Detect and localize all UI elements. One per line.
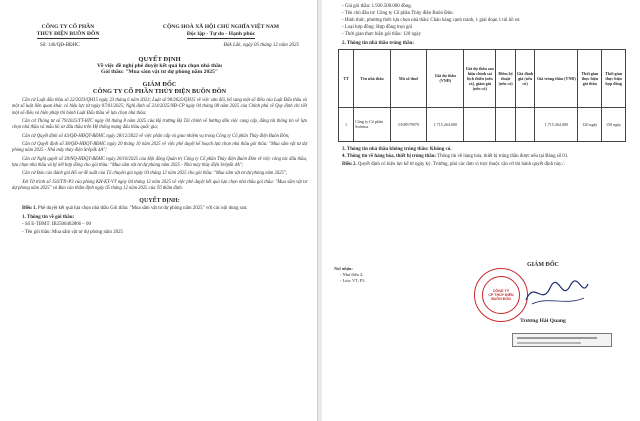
table-cell: 120 ngày (578, 107, 602, 141)
national-motto-block (135, 24, 307, 39)
section-1-heading: 1. Thông tin về gói thầu: (22, 215, 75, 221)
investor-name: - Tên chủ đầu tư: Công ty Cổ phần Thủy điện Buôn Đôn. (342, 11, 454, 17)
nation-line2: Độc lập - Tự do - Hạnh phúc (186, 30, 256, 37)
section-4-label: 4. Thông tin về hàng hóa, thiết bị trúng thầu: (342, 153, 437, 159)
article-2 (332, 162, 630, 168)
col-header: Thời gian thực hiện hợp đồng (602, 49, 626, 107)
director-line1: GIÁM ĐỐC (142, 80, 177, 88)
recipient-item: - Lưu: VT, P3. (340, 278, 366, 283)
doc-subject-line1: Về việc đề nghị phê duyệt kết quả lựa chọn nhà thầu (96, 62, 223, 69)
article-1-text: Phê duyệt kết quả lựa chọn nhà thầu Gói thầu: "Mua sắm vật tư dự phòng năm 2025" với các nội dung sau: (36, 205, 248, 211)
table-cell: Công ty Cổ phần Sodema (354, 107, 391, 141)
table-cell: 1.715.264.000 (427, 107, 464, 141)
legal-basis-item: Căn cứ Luật đấu thầu số 22/2023/QH15 ngày 23 tháng 6 năm 2023; Luật số 90/2025/QH15 về việc sửa đổi, bổ sung một số điều của Luật Đấu thầu và một số luật liên quan khác có hiệu lực từ ngày 07/01/2025; Nghị định số 214/2025/NĐ-CP ngày 04 tháng 08 năm 2025 của Chính phủ về Quy định chi tiết một số điều và biện pháp thi hành Luật Đấu thầu về lựa chọn nhà thầu; (12, 98, 307, 116)
article-1 (12, 206, 307, 212)
signature-icon (522, 276, 592, 310)
recipients-block (334, 266, 366, 284)
col-header: Thời gian thực hiện gói thầu (578, 49, 602, 107)
table-cell: 1.715.264.000 (535, 107, 578, 141)
recipient-item: - Như điều 2; (340, 272, 364, 277)
org-name-line2: THỦY ĐIỆN BUÔN ĐÔN (36, 30, 100, 37)
winning-bidder-table (338, 49, 626, 142)
legal-bases (12, 98, 307, 192)
legal-basis-item: Căn cứ Nghị quyết số 39/NQ-HĐQT-BĐHC ngày 20/10/2025 của Hội đồng Quản trị Công ty Cổ phần Thủy điện Buôn Đôn về việc công tác đấu thầu, lựa chọn nhà thầu và ký kết hợp đồng cho gói thầu: "Mua sắm vật tư dự phòng năm 2025 - Nhà máy thủy điện Srêpốk 4A"; (12, 156, 307, 168)
director-heading (12, 81, 307, 96)
section-2-heading: 2. Thông tin nhà thầu trúng thầu: (342, 40, 415, 46)
document-header (12, 24, 307, 39)
article-2-text: Quyết định có hiệu lực kể từ ngày ký. Trưởng, phó các đơn vị trực thuộc căn cứ thi hành quyết định này./. (356, 162, 565, 168)
col-header: Giá đánh giá (nếu có) (515, 49, 534, 107)
col-header: Điểm kỹ thuật (nếu có) (496, 49, 515, 107)
doc-title: QUYẾT ĐỊNH (138, 55, 181, 63)
table-cell (496, 107, 515, 141)
document-page-left (0, 0, 318, 421)
table-cell: 1 (339, 107, 354, 141)
duration: - Thời gian thực hiện gói thầu: 120 ngày (342, 32, 422, 38)
article-2-label: Điều 2. (342, 162, 357, 168)
doc-number: Số: 146/QĐ-BĐHC (40, 42, 80, 48)
stamp-inner (482, 276, 520, 314)
decision-heading: QUYẾT ĐỊNH: (139, 197, 180, 204)
package-name: - Tên gói thầu: Mua sắm vật tư dự phòng năm 2025 (22, 230, 123, 236)
signer-name: Trương Hải Quang (520, 318, 566, 324)
legal-basis-item: Xét Tờ trình số 156/TTr-P3 của phòng KH-KT-VT ngày 04 tháng 12 năm 2025 về việc phê duyệt kết quả lựa chọn nhà thầu gói thầu: "Mua sắm vật tư dự phòng năm 2025" và Báo cáo thẩm định ngày 05 tháng 12 năm 2025 của Tổ thẩm định. (12, 179, 307, 191)
ebid-number: - Số E-TBMT: IB2500462866 – 00 (22, 222, 91, 228)
signer-title: GIÁM ĐỐC (527, 262, 559, 268)
doc-date: Đắk Lắk, ngày 05 tháng 12 năm 2025 (223, 42, 299, 48)
table-cell: 0108579979 (390, 107, 427, 141)
table-cell (464, 107, 496, 141)
article-1-label: Điều 1. (22, 205, 37, 211)
legal-basis-item: Căn cứ Quyết định số 38/QĐ-HĐQT-BĐHC ngày 20 tháng 10 năm 2025 về việc phê duyệt kế hoạch lựa chọn nhà thầu gói thầu: "Mua sắm vật tư dự phòng năm 2025 - Nhà máy thủy điện Srêpốk 4A"; (12, 141, 307, 154)
package-price: - Giá gói thầu: 1.930.500.000 đồng. (342, 4, 412, 9)
table-cell (515, 107, 534, 141)
table-header-row (339, 49, 626, 107)
signature-line (517, 342, 581, 344)
legal-basis-item: Căn cứ Thông tư số 79/2025/TT-BTC ngày 04 tháng 8 năm 2025 của Bộ trưởng Bộ Tài chính về hướng dẫn việc cung cấp, đăng tải thông tin về lựa chọn nhà thầu và mẫu hồ sơ đấu thầu trên Hệ thống mạng đấu thầu quốc gia; (12, 118, 307, 131)
col-header: Giá trúng thầu (VNĐ) (535, 49, 578, 107)
document-page-right (322, 0, 640, 421)
signature-line (517, 337, 597, 339)
legal-basis-item: Căn cứ Quyết định số 43/QĐ-HĐQT-BĐHC ngày 28/12/2022 về việc phân cấp và giao nhiệm vụ trong Công ty Cổ phần Thủy điện Buôn Đôn; (22, 133, 290, 139)
col-header: Tên nhà thầu (354, 49, 391, 107)
col-header: Mã số thuế (390, 49, 427, 107)
doc-subject-line2: Gói thầu: "Mua sắm vật tư dự phòng năm 2025" (101, 69, 218, 76)
nation-line1: CỘNG HOÀ XÃ HỘI CHỦ NGHĨA VIỆT NAM (162, 24, 280, 30)
company-stamp (474, 268, 528, 322)
recipients-heading: Nơi nhận: (334, 266, 353, 271)
table-cell: 150 ngày (602, 107, 626, 141)
package-info (332, 3, 630, 39)
section-4-text: Thông tin về hàng hóa, thiết bị trúng thầu được nêu tại Bảng số 01. (436, 153, 569, 159)
stamp-text-1: CÔNG TY (492, 288, 510, 293)
legal-basis-item: Căn cứ Báo cáo đánh giá Hồ sơ đề xuất của Tổ chuyên gia ngày 03 tháng 12 năm 2025 cho gói thầu: "Mua sắm vật tư dự phòng năm 2025"; (22, 171, 288, 177)
org-name-line1: CÔNG TY CỔ PHẦN (41, 24, 95, 30)
digital-signature-box (512, 333, 612, 347)
col-header: Giá dự thầu sau hiệu chỉnh sai lệch thiếu (nếu có), giảm giá (nếu có) (464, 49, 496, 107)
stamp-text-3: BUÔN ĐÔN (491, 297, 511, 302)
col-header: TT (339, 49, 354, 107)
section-4 (332, 154, 630, 160)
col-header: Giá dự thầu (VNĐ) (427, 49, 464, 107)
organization-block (12, 24, 124, 39)
selection-method: - Hình thức, phương thức lựa chọn nhà thầu: Chào hàng cạnh tranh, 1 giai đoạn 1 túi hồ sơ. (342, 17, 521, 23)
doc-number-row (12, 43, 307, 48)
contract-type: - Loại hợp đồng: Hợp đồng trọn gói (342, 25, 413, 31)
section-3: 3. Thông tin nhà thầu không trúng thầu: Không có. (342, 146, 452, 152)
director-line2: CÔNG TY CỔ PHẦN THỦY ĐIỆN BUÔN ĐÔN (92, 88, 227, 96)
stamp-text-2: CP THỦY ĐIỆN (488, 292, 514, 297)
table-row (339, 107, 626, 141)
